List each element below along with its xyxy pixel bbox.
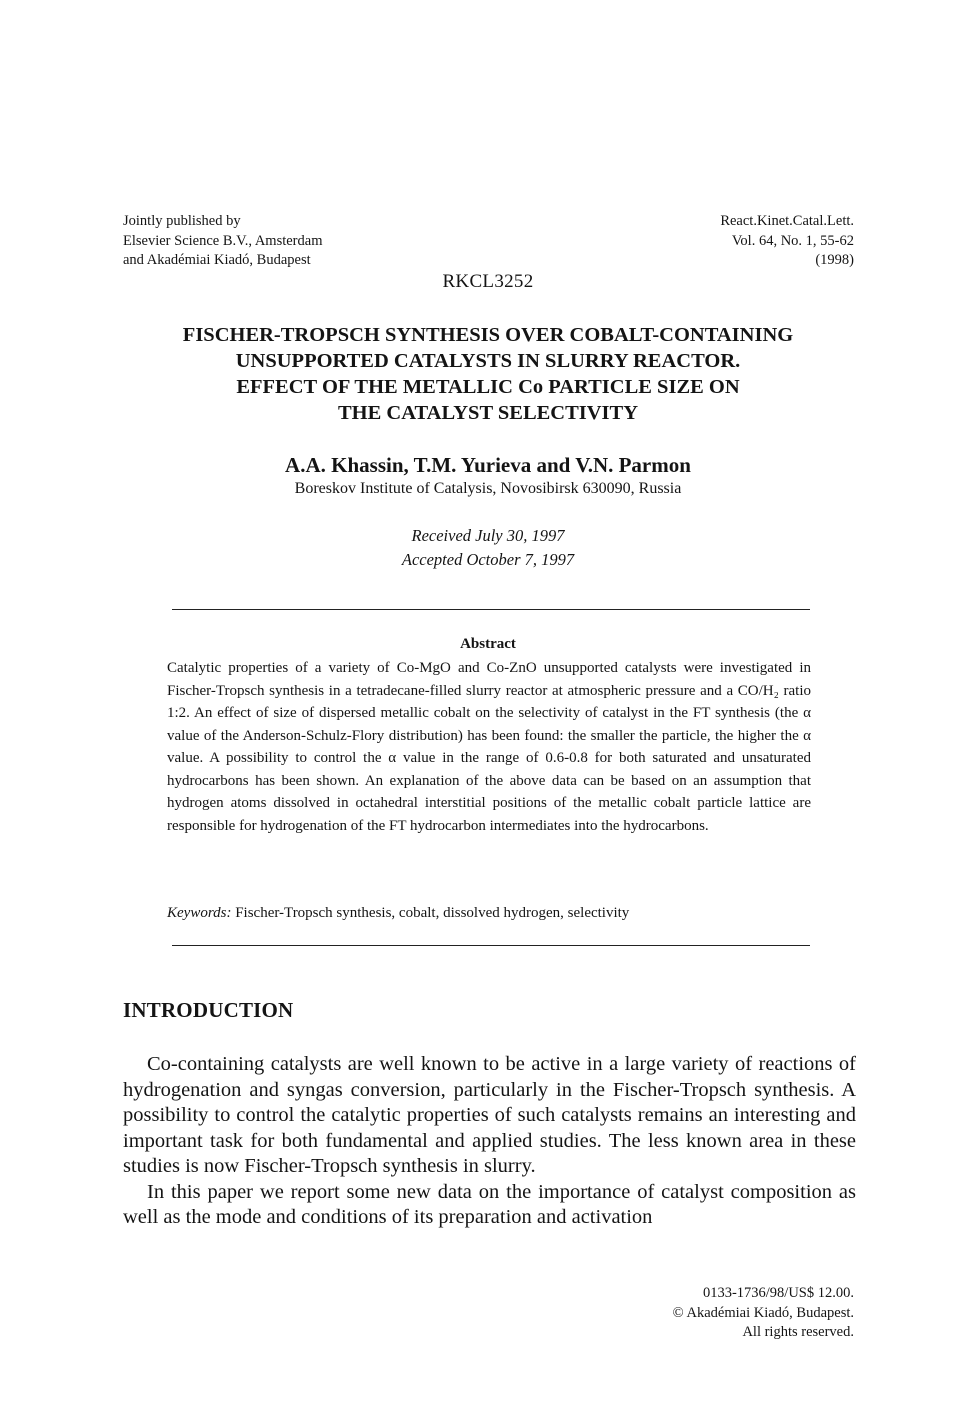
keywords-text: Fischer-Tropsch synthesis, cobalt, dissolved hydrogen, selectivity	[231, 905, 630, 921]
dates	[0, 524, 976, 572]
accepted-date: Accepted October 7, 1997	[401, 550, 575, 569]
paper-title	[0, 322, 976, 426]
keywords	[167, 905, 629, 922]
journal-info	[720, 212, 854, 271]
divider-bottom	[172, 945, 810, 946]
authors: A.A. Khassin, T.M. Yurieva and V.N. Parmon	[285, 453, 691, 477]
keywords-label: Keywords:	[167, 905, 232, 921]
title-line: FISCHER-TROPSCH SYNTHESIS OVER COBALT-CONTAINING	[182, 324, 794, 346]
abstract-text: Catalytic properties of a variety of Co-MgO and Co-ZnO unsupported catalysts were investigated in Fischer-Tropsch synthesis in a tetradecane-filled slurry reactor at atmospheric pressure and a CO/H₂ ratio 1:2. An effect of size of dispersed metallic cobalt on the selectivity of catalyst in the FT synthesis (the α value of the Anderson-Schulz-Flory distribution) has been found: the smaller the particle, the higher the α value. A possibility to control the α value in the range of 0.6-0.8 for both saturated and unsaturated hydrocarbons has been shown. An explanation of the above data can be based on an assumption that hydrogen atoms dissolved in octahedral interstitial positions of the metallic cobalt particle lattice are responsible for hydrogenation of the FT hydrocarbon intermediates into the hydrocarbons.	[167, 660, 811, 834]
title-line: EFFECT OF THE METALLIC Co PARTICLE SIZE ON	[236, 376, 740, 398]
title-line: UNSUPPORTED CATALYSTS IN SLURRY REACTOR.	[235, 350, 741, 372]
introduction-paragraph: Co-containing catalysts are well known to be active in a large variety of reactions of hydrogenation and syngas conversion, particularly in the Fischer-Tropsch synthesis. A possibility to control the catalytic properties of such catalysts remains an interesting and important task for both fundamental and applied studies. The less known area in these studies is now Fischer-Tropsch synthesis in slurry.	[123, 1053, 856, 1177]
publisher-line: and Akadémiai Kiadó, Budapest	[123, 252, 311, 268]
footer-line: All rights reserved.	[742, 1324, 854, 1340]
publisher-line: Elsevier Science B.V., Amsterdam	[123, 232, 323, 249]
title-line: THE CATALYST SELECTIVITY	[337, 402, 639, 424]
publisher-info	[123, 212, 322, 271]
footer-line: © Akadémiai Kiadó, Budapest.	[672, 1304, 854, 1321]
introduction-body	[123, 1052, 856, 1231]
copyright-footer	[673, 1284, 854, 1343]
introduction-paragraph: In this paper we report some new data on the importance of catalyst composition as well as the mode and conditions of its preparation and activation	[123, 1180, 856, 1228]
journal-line: Vol. 64, No. 1, 55-62	[731, 232, 854, 249]
footer-line: 0133-1736/98/US$ 12.00.	[702, 1285, 854, 1301]
journal-line: React.Kinet.Catal.Lett.	[720, 213, 854, 229]
abstract-heading: Abstract	[460, 636, 516, 652]
journal-line: (1998)	[815, 252, 854, 268]
article-code: RKCL3252	[442, 271, 534, 292]
affiliation: Boreskov Institute of Catalysis, Novosibirsk 630090, Russia	[294, 480, 682, 497]
divider-top	[172, 609, 810, 610]
introduction-heading: INTRODUCTION	[123, 998, 294, 1022]
received-date: Received July 30, 1997	[411, 526, 565, 545]
publisher-line: Jointly published by	[123, 213, 241, 229]
